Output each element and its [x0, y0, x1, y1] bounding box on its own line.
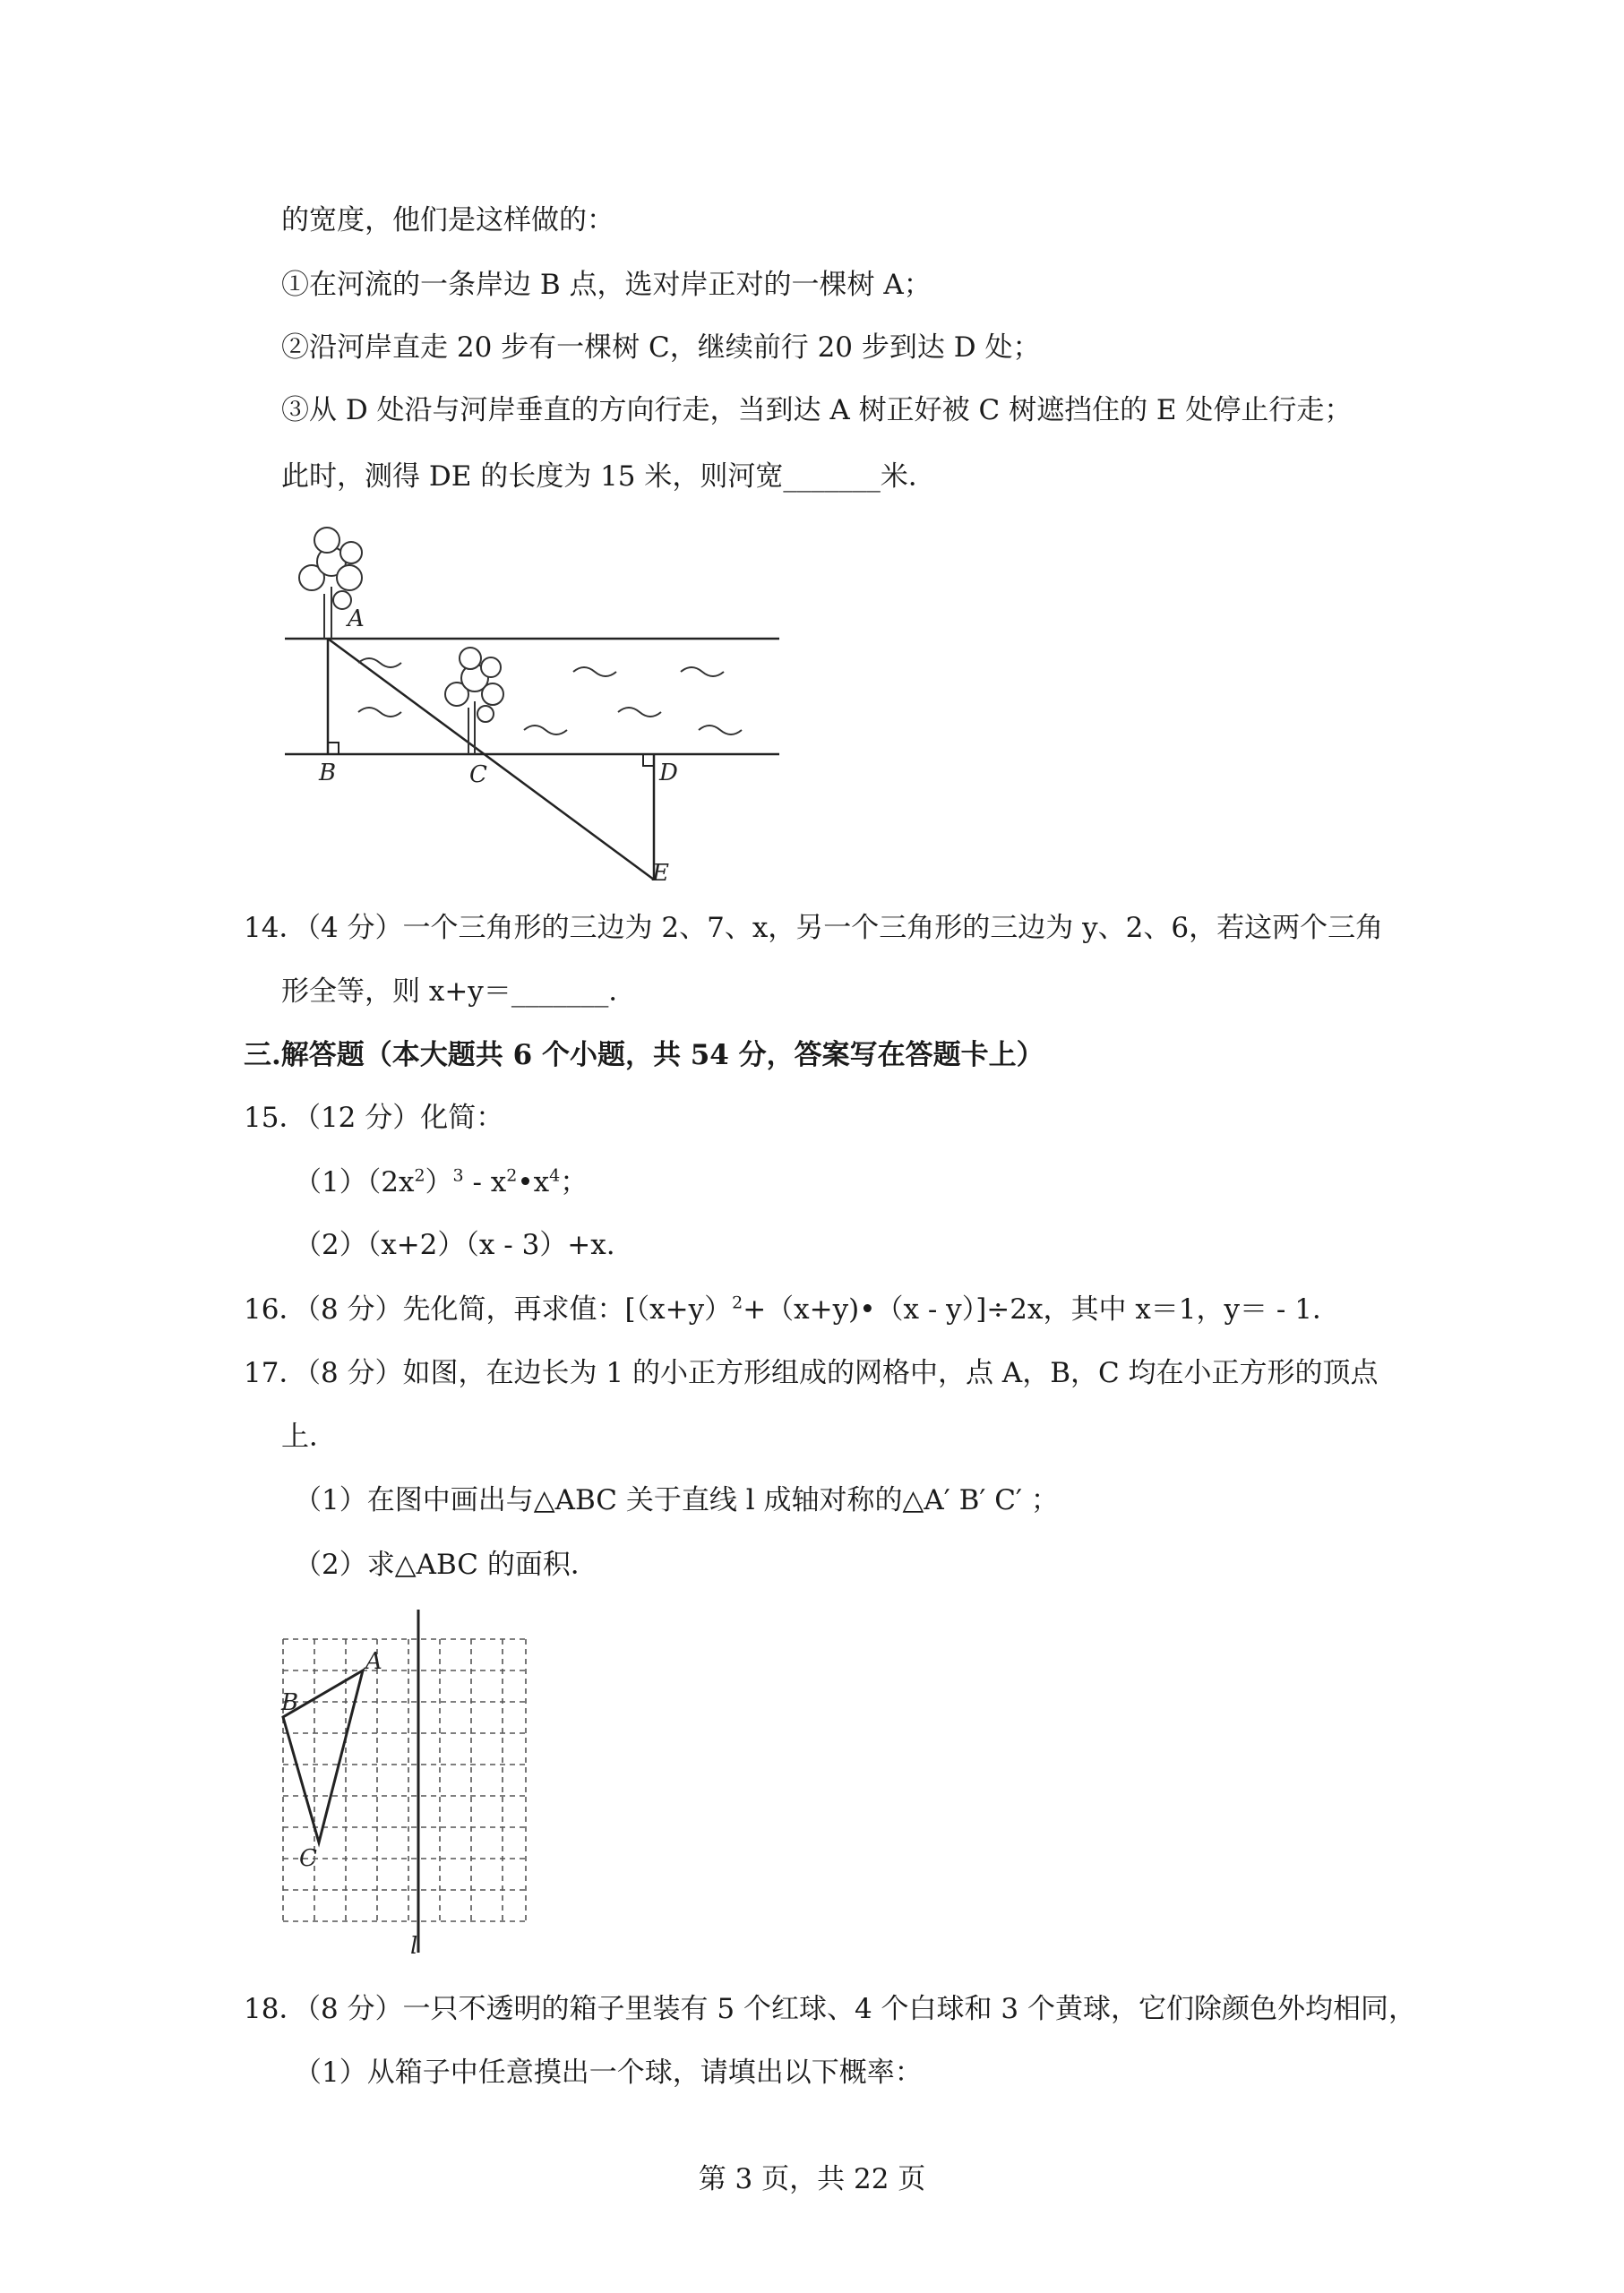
q17-part-2: （2）求△ABC 的面积．: [294, 1549, 598, 1581]
right-angle-d: [643, 754, 654, 766]
q17-line-2: 上．: [281, 1421, 337, 1453]
q15-part-2: （2）（x+2）（x - 3）+x.: [294, 1229, 615, 1261]
q14-line-2: 形全等，则 x+y＝_______．: [281, 975, 637, 1008]
right-angle-b: [328, 743, 339, 754]
grid-triangle-figure: [269, 1608, 537, 1966]
q17-line-1: 17．（8 分）如图，在边长为 1 的小正方形组成的网格中，点 A，B，C 均在小正方形的顶点: [244, 1357, 1379, 1389]
dashed-grid: [283, 1639, 526, 1921]
label-a: A: [365, 1648, 382, 1675]
q17-part-1: （1）在图中画出与△ABC 关于直线 l 成轴对称的△A′ B′ C′ ；: [294, 1484, 1059, 1516]
q18-part-1: （1）从箱子中任意摸出一个球，请填出以下概率：: [294, 2057, 923, 2089]
section-3-heading: 三.解答题（本大题共 6 个小题，共 54 分，答案写在答题卡上）: [244, 1039, 1044, 1071]
q14-line-1: 14．（4 分）一个三角形的三边为 2、7、x，另一个三角形的三边为 y、2、6，若这两个三角: [244, 912, 1384, 944]
q15-part-1: $(1)(2x^2)^3$ - $x^2•x^4$；: [294, 1165, 589, 1198]
label-d: D: [659, 760, 678, 786]
q18-line-1: 18．（8 分）一只不透明的箱子里装有 5 个红球、4 个白球和 3 个黄球，它们除颜色外均相同，: [244, 1993, 1416, 2025]
water-waves: [358, 658, 742, 734]
q13-step-4: 此时，测得 DE 的长度为 15 米，则河宽_______米．: [281, 460, 936, 493]
q16-text: 16．（8 分）先化简，再求值：$[(x+y)^2+(x+y)•(x - y)]\div 2x$，其中 x＝1，y＝ - 1．: [244, 1292, 1340, 1326]
label-l: l: [410, 1933, 418, 1960]
river-width-figure: [278, 524, 788, 891]
tree-c-icon: [445, 648, 503, 754]
label-a: A: [348, 605, 365, 632]
label-b: B: [281, 1689, 299, 1716]
page-footer: 第 3 页，共 22 页: [698, 2163, 926, 2195]
q15-stem: 15．（12 分）化简：: [244, 1102, 504, 1134]
label-e: E: [652, 860, 669, 887]
q13-step-1: ①在河流的一条岸边 B 点，选对岸正对的一棵树 A；: [281, 269, 932, 301]
q13-step-2: ②沿河岸直走 20 步有一棵树 C，继续前行 20 步到达 D 处；: [281, 331, 1041, 364]
label-c: C: [469, 761, 487, 788]
q13-step-3: ③从 D 处沿与河岸垂直的方向行走，当到达 A 树正好被 C 树遮挡住的 E 处停止行走；: [281, 394, 1353, 426]
q13-continuation: 的宽度，他们是这样做的：: [281, 204, 614, 236]
label-c: C: [299, 1845, 317, 1872]
label-b: B: [319, 760, 337, 786]
